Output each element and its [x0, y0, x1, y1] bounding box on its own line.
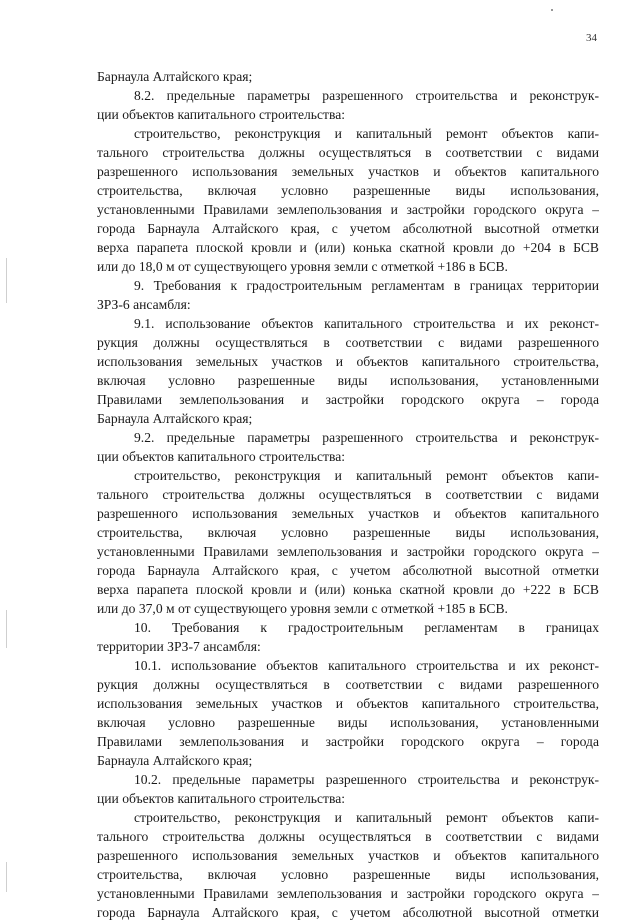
text-line: строительства, включая условно разрешенные виды использования, [97, 867, 599, 882]
text-line: строительства, включая условно разрешенные виды использования, [97, 525, 599, 540]
text-line: ЗРЗ-6 ансамбля: [97, 297, 191, 312]
text-line: территории ЗРЗ-7 ансамбля: [97, 639, 261, 654]
text-line: 10. Требования к градостроительным регламентам в границах [134, 620, 599, 635]
text-line: включая условно разрешенные виды использования, установленными [97, 715, 599, 730]
text-line: Правилами землепользования и застройки городского округа – города [97, 392, 599, 407]
text-line: использования земельных участков и объектов капитального строительства, [97, 696, 599, 711]
text-line: Барнаула Алтайского края; [97, 69, 253, 84]
text-line: 8.2. предельные параметры разрешенного строительства и реконструк- [134, 88, 599, 103]
text-line: ции объектов капитального строительства: [97, 449, 345, 464]
text-line: 10.2. предельные параметры разрешенного строительства и реконструк- [134, 772, 599, 787]
text-line: 10.1. использование объектов капитального строительства и их реконст- [134, 658, 599, 673]
text-line: включая условно разрешенные виды использования, установленными [97, 373, 599, 388]
text-line: тального строительства должны осуществляться в соответствии с видами [97, 829, 599, 844]
text-line: тального строительства должны осуществляться в соответствии с видами [97, 487, 599, 502]
text-line: установленными Правилами землепользования и застройки городского округа – [97, 202, 599, 217]
text-line: 9.2. предельные параметры разрешенного строительства и реконструк- [134, 430, 599, 445]
text-line: или до 37,0 м от существующего уровня земли с отметкой +185 в БСВ. [97, 601, 508, 616]
text-line: ции объектов капитального строительства: [97, 107, 345, 122]
text-line: города Барнаула Алтайского края, с учетом абсолютной высотной отметки [97, 905, 599, 920]
text-line: строительство, реконструкция и капитальный ремонт объектов капи- [134, 810, 599, 825]
text-line: 9.1. использование объектов капитального строительства и их реконст- [134, 316, 599, 331]
page-number: 34 [586, 32, 597, 44]
text-line: рукция должны осуществляться в соответствии с видами разрешенного [97, 335, 599, 350]
text-line: установленными Правилами землепользования и застройки городского округа – [97, 886, 599, 901]
scan-edge-mark [6, 862, 7, 892]
text-line: разрешенного использования земельных участков и объектов капитального [97, 848, 599, 863]
text-line: строительство, реконструкция и капитальный ремонт объектов капи- [134, 468, 599, 483]
text-line: города Барнаула Алтайского края, с учетом абсолютной высотной отметки [97, 221, 599, 236]
scan-speck [551, 9, 553, 11]
document-body [97, 67, 599, 922]
text-line: разрешенного использования земельных участков и объектов капитального [97, 506, 599, 521]
scan-edge-mark [6, 610, 7, 648]
text-line: 9. Требования к градостроительным регламентам в границах территории [134, 278, 599, 293]
text-line: рукция должны осуществляться в соответствии с видами разрешенного [97, 677, 599, 692]
text-line: Правилами землепользования и застройки городского округа – города [97, 734, 599, 749]
text-line: или до 18,0 м от существующего уровня земли с отметкой +186 в БСВ. [97, 259, 508, 274]
text-line: ции объектов капитального строительства: [97, 791, 345, 806]
text-line: верха парапета плоской кровли и (или) конька скатной кровли до +222 в БСВ [97, 582, 599, 597]
text-line: строительства, включая условно разрешенные виды использования, [97, 183, 599, 198]
text-line: тального строительства должны осуществляться в соответствии с видами [97, 145, 599, 160]
text-line: использования земельных участков и объектов капитального строительства, [97, 354, 599, 369]
text-line: Барнаула Алтайского края; [97, 753, 253, 768]
text-line: Барнаула Алтайского края; [97, 411, 253, 426]
text-line: разрешенного использования земельных участков и объектов капитального [97, 164, 599, 179]
text-line: строительство, реконструкция и капитальный ремонт объектов капи- [134, 126, 599, 141]
scan-edge-mark [6, 258, 7, 303]
text-line: верха парапета плоской кровли и (или) конька скатной кровли до +204 в БСВ [97, 240, 599, 255]
text-line: города Барнаула Алтайского края, с учетом абсолютной высотной отметки [97, 563, 599, 578]
text-line: установленными Правилами землепользования и застройки городского округа – [97, 544, 599, 559]
